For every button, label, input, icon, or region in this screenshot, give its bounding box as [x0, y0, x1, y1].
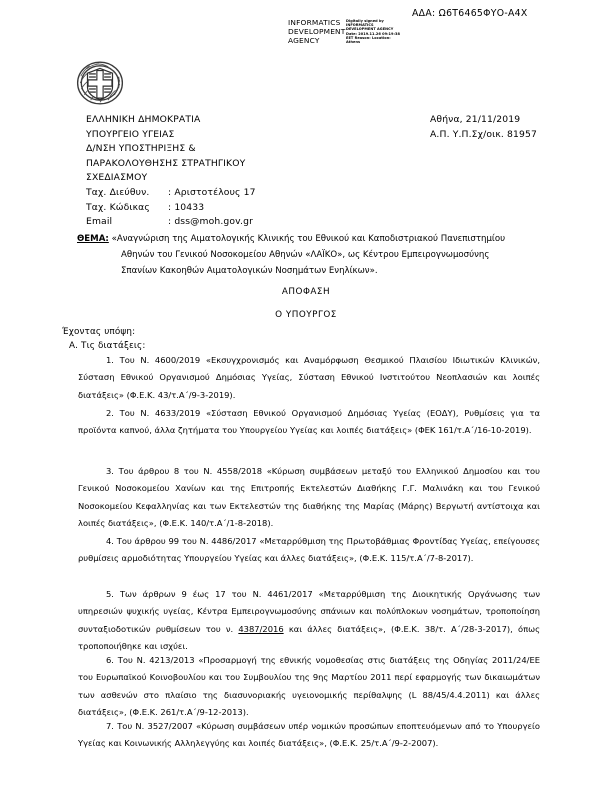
contact-postcode — [86, 201, 386, 216]
provision-text: Του Ν. 4213/2013 «Προσαρμογή της εθνικής νομοθεσίας στις διατάξεις της Οδηγίας 2011/24/ΕΕ του Ευρωπαϊκού Κοινοβουλίου και του Συμβουλίου της 9ης Μαρτίου 2011 περί εφαρμογής των δικαιωμάτων των ασθενών στο πλαίσιο της διασυνοριακής υγειονομικής περίθαλψης (L 88/45/4.4.2011) και άλλες διατάξεις», (Φ.Ε.Κ. 261/τ.Α΄/9-12-2013). — [78, 655, 541, 718]
contact-email-key: Email — [86, 216, 113, 228]
subject-text-1: «Αναγνώριση της Αιματολογικής Κλινικής του Εθνικού και Καποδιστριακού Πανεπιστημίου — [111, 234, 506, 244]
provision-item — [78, 405, 540, 440]
protocol-number: Α.Π. Υ.Π.Σχ/οικ. 81957 — [430, 128, 538, 140]
provision-item — [78, 463, 540, 533]
provision-number: 6. — [106, 655, 114, 665]
subject-block — [77, 231, 547, 280]
provision-text: Των άρθρων 9 έως 17 του Ν. 4461/2017 «Μεταρρύθμιση της Διοικητικής Οργάνωσης των υπηρεσιών ψυχικής υγείας, Κέντρα Εμπειρογνωμοσύνης σπάνιων και πολύπλοκων νοσημάτων, τροποποίηση συνταξιοδοτικών ρυθμίσεων του ν. — [78, 589, 540, 634]
provision-number: 7. — [106, 721, 114, 731]
provision-item — [78, 586, 540, 656]
section-a-label: Α. Τις διατάξεις: — [69, 341, 146, 351]
subject-text-2: Αθηνών του Γενικού Νοσοκομείου Αθηνών «ΛΑΪΚΟ», ως Κέντρου Εμπειρογνωμοσύνης — [121, 250, 490, 261]
provision-text: Του Ν. 3527/2007 «Κύρωση συμβάσεων υπέρ νομικών προσώπων εποπτευόμενων από το Υπουργείο Υγείας και Κοινωνικής Αλληλεγγύης και λοιπές διατάξεις», (Φ.Ε.Κ. 25/τ.Α΄/9-2-2007). — [78, 721, 540, 749]
subject-line-1 — [77, 231, 547, 247]
provision-text: Του Ν. 4600/2019 «Εκσυγχρονισμός και Αναμόρφωση Θεσμικού Πλαισίου Ιδιωτικών Κλινικών, Σύσταση Εθνικού Οργανισμού Δημόσιας Υγείας, Σύσταση Εθνικού Ινστιτούτου Νεοπλασιών και λοιπές διατάξεις» (Φ.Ε.Κ. 43/τ.Α΄/9-3-2019). — [78, 355, 540, 400]
having-in-mind-label: Έχοντας υπόψη: — [62, 327, 136, 337]
org-line-5: ΣΧΕΔΙΑΣΜΟΥ — [86, 172, 148, 184]
contact-email — [86, 215, 386, 230]
date-protocol-header — [430, 113, 605, 142]
signature-details: Digitally signed by INFORMATICS DEVELOPMENT AGENCY Date: 2019.11.26 09:19:38 EET Reason: Location: Athens — [346, 19, 400, 45]
decision-title: ΑΠΟΦΑΣΗ — [281, 287, 331, 297]
digital-signature-stamp — [288, 18, 404, 56]
provision-item — [78, 352, 540, 404]
subject-text-3: Σπανίων Κακοηθών Αιματολογικών Νοσημάτων Ενηλίκων». — [121, 266, 378, 277]
provision-item — [78, 533, 540, 568]
provision-text: Του άρθρου 8 του Ν. 4558/2018 «Κύρωση συμβάσεων μεταξύ του Ελληνικού Δημοσίου και του Γενικού Νοσοκομείου Χανίων και της Επιτροπής Εκτελεστών Διαθήκης Γ.Γ. Μαλινάκη και του Γενικού Νοσοκομείου Κεφαλληνίας και των Εκτελεστών της διαθήκης της Μαρίας (Μάρης) Βεργωτή αντίστοιχα και λοιπές διατάξεις», (Φ.Ε.Κ. 140/τ.Α΄/1-8-2018). — [78, 466, 540, 529]
organization-header — [86, 113, 386, 230]
provision-number: 3. — [106, 466, 114, 476]
org-line-1: ΕΛΛΗΝΙΚΗ ΔΗΜΟΚΡΑΤΙΑ — [86, 114, 201, 125]
signature-agency-name: INFORMATICS DEVELOPMENT AGENCY — [288, 18, 346, 46]
contact-address-value: : Αριστοτέλους 17 — [168, 186, 256, 198]
provision-item — [78, 652, 540, 722]
provision-number: 4. — [106, 536, 114, 546]
contact-postcode-key: Ταχ. Κώδικας — [86, 201, 150, 213]
contact-address — [86, 186, 386, 201]
ada-code: ΑΔΑ: Ω6Τ6465ΦΥΟ-Α4Χ — [412, 8, 528, 19]
subject-label: ΘΕΜΑ: — [77, 234, 109, 244]
provision-number: 2. — [106, 408, 114, 418]
minister-title: Ο ΥΠΟΥΡΓΟΣ — [275, 310, 337, 320]
provision-text-after: και άλλες διατάξεις», (Φ.Ε.Κ. 38/τ. Α΄/28-3-2017), όπως τροποποιήθηκε και ισχύει. — [78, 623, 540, 652]
org-line-2: ΥΠΟΥΡΓΕΙΟ ΥΓΕΙΑΣ — [86, 128, 175, 140]
provision-text: Του άρθρου 99 του Ν. 4486/2017 «Μεταρρύθμιση της Πρωτοβάθμιας Φροντίδας Υγείας, επείγουσες ρυθμίσεις αρμοδιότητας Υπουργείου Υγείας και άλλες διατάξεις», (Φ.Ε.Κ. 115/τ.Α΄/7-8-2017). — [78, 536, 540, 564]
contact-postcode-value: : 10433 — [168, 201, 205, 213]
place-date: Αθήνα, 21/11/2019 — [430, 114, 521, 125]
org-line-4: ΠΑΡΑΚΟΛΟΥΘΗΣΗΣ ΣΤΡΑΤΗΓΙΚΟΥ — [86, 157, 246, 169]
provision-number: 5. — [106, 589, 114, 599]
provision-item — [78, 718, 540, 753]
provision-number: 1. — [106, 355, 114, 365]
hellenic-republic-coat-of-arms-icon — [74, 57, 126, 109]
org-line-3: Δ/ΝΣΗ ΥΠΟΣΤΗΡΙΞΗΣ & — [86, 143, 196, 155]
provision-law-link[interactable]: 4387/2016 — [238, 623, 284, 634]
provision-text: Του Ν. 4633/2019 «Σύσταση Εθνικού Οργανισμού Δημόσιας Υγείας (ΕΟΔΥ), Ρυθμίσεις για τα προϊόντα καπνού, άλλα ζητήματα του Υπουργείου Υγείας και λοιπές διατάξεις» (ΦΕΚ 161/τ.Α΄/16-10-2019). — [78, 408, 541, 436]
contact-email-value: : dss@moh.gov.gr — [168, 216, 254, 228]
contact-address-key: Ταχ. Διεύθυν. — [86, 186, 150, 198]
